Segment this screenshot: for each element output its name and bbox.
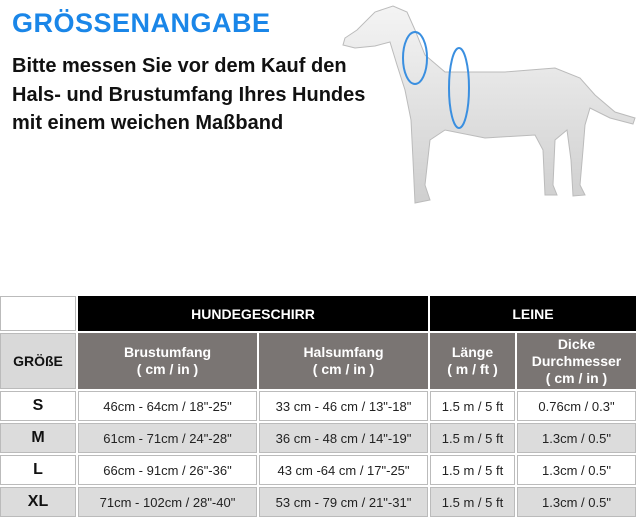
group-header-leash: LEINE (430, 296, 636, 331)
table-cell: 36 cm - 48 cm / 14"-19" (259, 423, 428, 453)
table-cell: 66cm - 91cm / 26"-36" (78, 455, 257, 485)
column-unit: ( cm / in ) (136, 361, 199, 377)
table-cell: 46cm - 64cm / 18"-25" (78, 391, 257, 421)
empty-corner-cell (0, 296, 76, 331)
size-chart-table (0, 294, 638, 519)
column-unit: ( cm / in ) (545, 369, 608, 386)
column-unit: ( m / ft ) (447, 361, 498, 377)
column-name: Brustumfang (123, 344, 212, 360)
table-cell: 1.5 m / 5 ft (430, 391, 515, 421)
table-cell: 1.3cm / 0.5" (517, 455, 636, 485)
table-row (0, 423, 636, 453)
column-name: Dicke Durchmesser (531, 335, 622, 369)
table-cell: 0.76cm / 0.3" (517, 391, 636, 421)
table-cell: 53 cm - 79 cm / 21"-31" (259, 487, 428, 517)
size-cell: M (0, 423, 76, 453)
column-name: Länge (451, 344, 494, 360)
dog-illustration (335, 0, 640, 215)
group-header-harness: HUNDEGESCHIRR (78, 296, 428, 331)
table-row (0, 391, 636, 421)
size-cell: L (0, 455, 76, 485)
table-cell: 33 cm - 46 cm / 13"-18" (259, 391, 428, 421)
table-cell: 71cm - 102cm / 28"-40" (78, 487, 257, 517)
table-cell: 1.3cm / 0.5" (517, 487, 636, 517)
table-cell: 61cm - 71cm / 24"-28" (78, 423, 257, 453)
column-header-neck (259, 333, 428, 389)
column-unit: ( cm / in ) (312, 361, 375, 377)
table-cell: 43 cm -64 cm / 17"-25" (259, 455, 428, 485)
table-cell: 1.5 m / 5 ft (430, 455, 515, 485)
table-cell: 1.5 m / 5 ft (430, 423, 515, 453)
size-cell: XL (0, 487, 76, 517)
table-row (0, 455, 636, 485)
table-cell: 1.5 m / 5 ft (430, 487, 515, 517)
table-cell: 1.3cm / 0.5" (517, 423, 636, 453)
size-cell: S (0, 391, 76, 421)
size-header: GRÖßE (0, 333, 76, 389)
column-header-thickness (517, 333, 636, 389)
column-header-length (430, 333, 515, 389)
column-header-chest (78, 333, 257, 389)
column-name: Halsumfang (303, 344, 384, 360)
measure-instructions: Bitte messen Sie vor dem Kauf den Hals- und Brustumfang Ihres Hundes mit einem weichen Maßband (12, 55, 366, 134)
page-title: GRÖSSENANGABE (12, 8, 271, 38)
